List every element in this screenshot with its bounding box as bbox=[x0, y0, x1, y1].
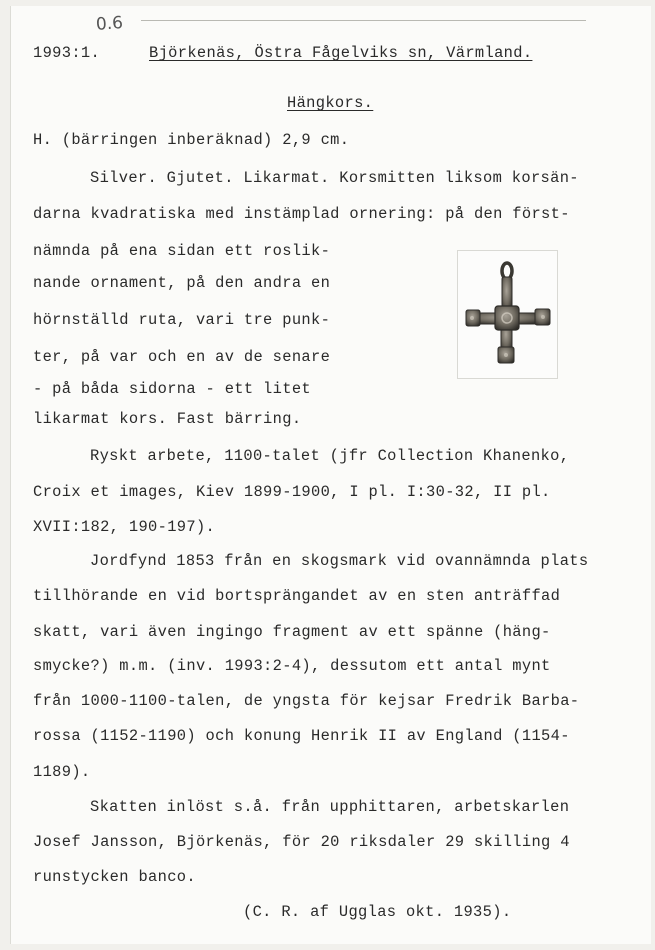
text-line: hörnställd ruta, vari tre punk- bbox=[33, 311, 331, 329]
text-line: darna kvadratiska med instämplad ornering: på den först- bbox=[33, 205, 570, 223]
catalog-card bbox=[10, 6, 651, 944]
text-line: runstycken banco. bbox=[33, 868, 196, 886]
text-line: från 1000-1100-talen, de yngsta för kejsar Fredrik Barba- bbox=[33, 692, 580, 710]
inventory-number: 1993:1. bbox=[33, 44, 101, 62]
text-line: H. (bärringen inberäknad) 2,9 cm. bbox=[33, 131, 350, 149]
text-line: skatt, vari även ingingo fragment av ett spänne (häng- bbox=[33, 623, 551, 641]
find-location: Björkenäs, Östra Fågelviks sn, Värmland. bbox=[149, 44, 533, 62]
text-line: - på båda sidorna - ett litet bbox=[33, 380, 311, 398]
text-line: nande ornament, på den andra en bbox=[33, 274, 331, 292]
object-title: Hängkors. bbox=[287, 94, 374, 112]
text-line: likarmat kors. Fast bärring. bbox=[33, 410, 302, 428]
text-line: smycke?) m.m. (inv. 1993:2-4), dessutom ett antal mynt bbox=[33, 657, 551, 675]
handwritten-note: 0.6 bbox=[95, 13, 124, 35]
text-line: Ryskt arbete, 1100-talet (jfr Collection Khanenko, bbox=[90, 447, 570, 465]
text-line: nämnda på ena sidan ett roslik- bbox=[33, 242, 331, 260]
pendant-cross-photo bbox=[457, 250, 558, 379]
top-rule bbox=[141, 20, 586, 21]
text-line: 1189). bbox=[33, 763, 91, 781]
text-line: Croix et images, Kiev 1899-1900, I pl. I:30-32, II pl. bbox=[33, 483, 551, 501]
text-line: Silver. Gjutet. Likarmat. Korsmitten liksom korsän- bbox=[90, 169, 579, 187]
text-line: XVII:182, 190-197). bbox=[33, 518, 216, 536]
text-line: ter, på var och en av de senare bbox=[33, 348, 331, 366]
text-line: tillhörande en vid bortsprängandet av en sten anträffad bbox=[33, 587, 561, 605]
text-line: Skatten inlöst s.å. från upphittaren, arbetskarlen bbox=[90, 798, 570, 816]
text-line: Josef Jansson, Björkenäs, för 20 riksdaler 29 skilling 4 bbox=[33, 833, 570, 851]
text-line: Jordfynd 1853 från en skogsmark vid ovannämnda plats bbox=[90, 552, 589, 570]
cross-pendant-icon bbox=[458, 251, 557, 378]
text-line: rossa (1152-1190) och konung Henrik II av England (1154- bbox=[33, 727, 570, 745]
signature: (C. R. af Ugglas okt. 1935). bbox=[243, 903, 512, 921]
